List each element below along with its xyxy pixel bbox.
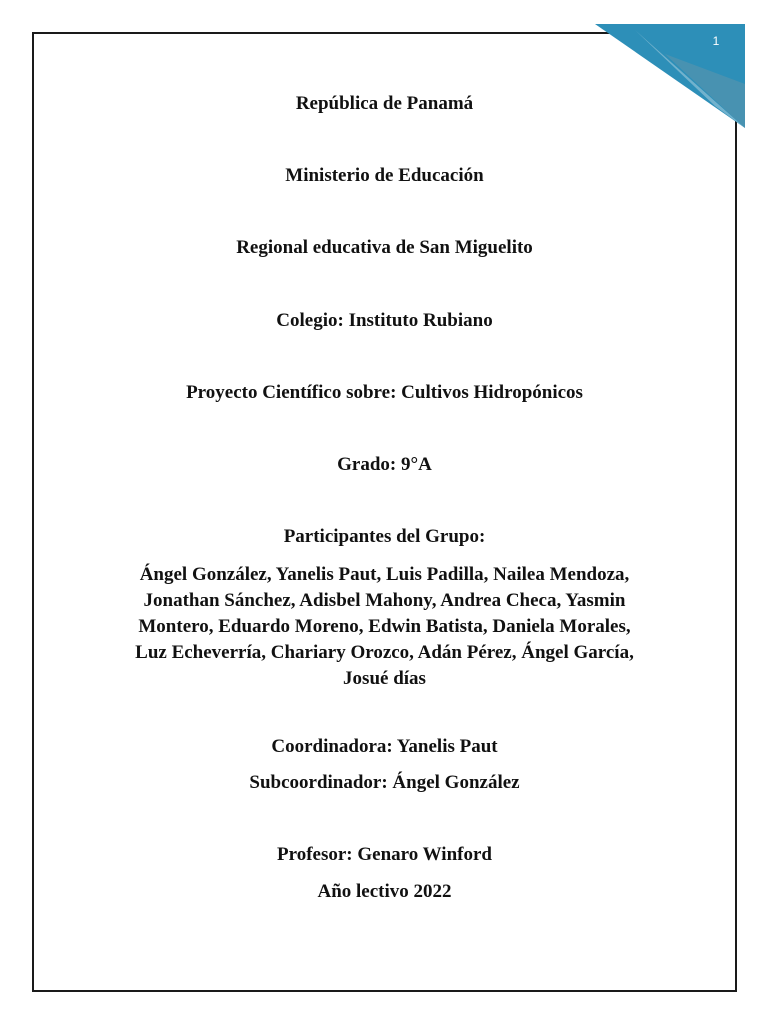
- coordinator-label: Coordinadora: Yanelis Paut: [271, 736, 498, 757]
- school-year-label: Año lectivo 2022: [317, 881, 452, 902]
- page-number: 1: [712, 34, 720, 48]
- participants-line: Jonathan Sánchez, Adisbel Mahony, Andrea Checa, Yasmin: [143, 590, 626, 611]
- participants-heading: Participantes del Grupo:: [283, 526, 486, 547]
- grade-label: Grado: 9°A: [337, 454, 432, 475]
- country-title: República de Panamá: [295, 93, 474, 114]
- participants-list: [34, 562, 735, 692]
- participants-line: Ángel González, Yanelis Paut, Luis Padilla, Nailea Mendoza,: [139, 564, 630, 585]
- participants-line: Montero, Eduardo Moreno, Edwin Batista, Daniela Morales,: [138, 616, 631, 637]
- school-title: Colegio: Instituto Rubiano: [276, 310, 493, 331]
- ministry-title: Ministerio de Educación: [285, 165, 484, 186]
- participants-line: Josué días: [343, 668, 426, 689]
- subcoordinator-label: Subcoordinador: Ángel González: [249, 772, 520, 793]
- participants-line: Luz Echeverría, Chariary Orozco, Adán Pérez, Ángel García,: [135, 642, 634, 663]
- teacher-label: Profesor: Genaro Winford: [277, 844, 492, 865]
- region-title: Regional educativa de San Miguelito: [236, 237, 533, 258]
- project-title: Proyecto Científico sobre: Cultivos Hidropónicos: [186, 382, 583, 403]
